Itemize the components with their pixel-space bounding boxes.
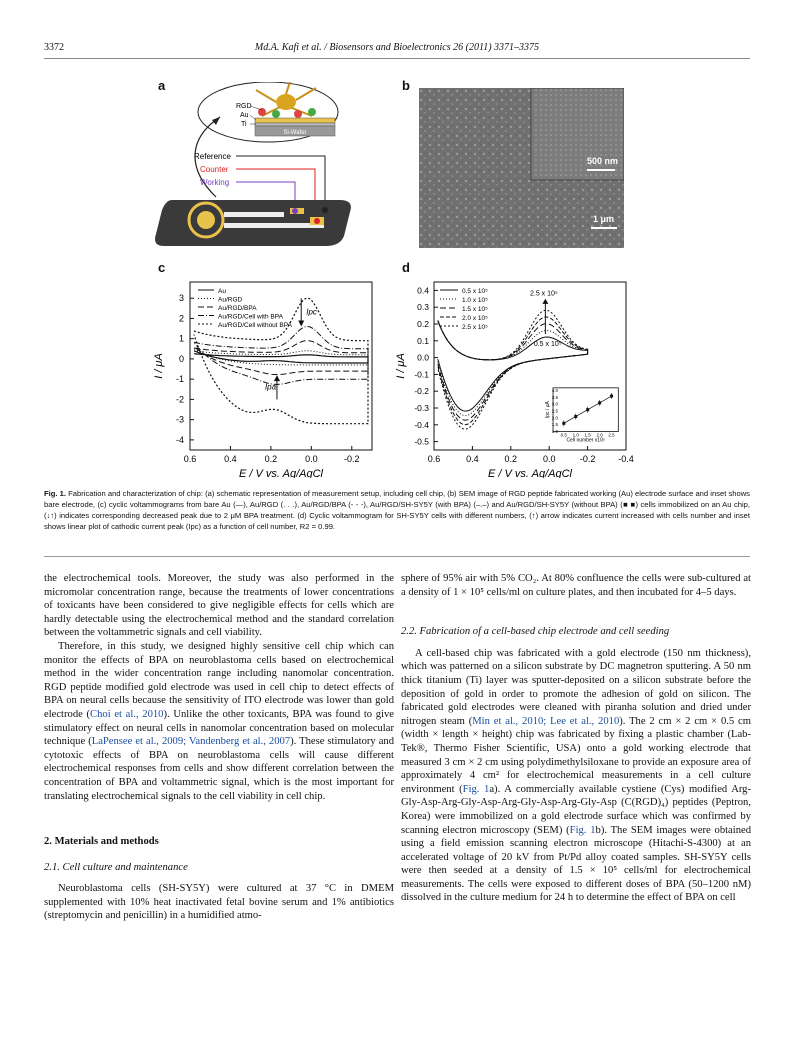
legend-entry: Au/RGD/BPA [218,305,257,312]
x-tick-label: -0.2 [579,454,596,464]
label-counter: Counter [200,165,229,174]
increase-arrowhead [542,299,548,304]
subsection-heading: 2.2. Fabrication of a cell-based chip electrode and cell seeding [401,626,670,638]
legend-entry: 2.5 x 10⁵ [462,324,488,331]
y-tick-label: -4 [175,434,184,445]
inset-x-tick-label: 1.5 [584,432,591,438]
layer-label-ti: Ti [241,121,247,128]
y-tick-label: 0.2 [417,319,429,329]
caption-rule [44,556,750,557]
inset-x-tick-label: 2.0 [596,432,603,438]
main-scale-label: 1 μm [593,214,615,224]
inset-y-tick-label: 1.5 [551,422,559,428]
ipa-label: Ipa [264,382,277,392]
legend-entry: 1.0 x 10⁵ [462,297,488,304]
y-tick-label: 0 [178,353,184,364]
ipa-arrowhead [274,375,280,381]
label-reference: Reference [194,152,231,161]
panel-label-d: d [402,260,410,275]
cell-chip-illustration [155,200,351,246]
y-tick-label: -0.5 [414,436,429,447]
y-tick-label: 0.4 [417,285,429,296]
left-para-1: the electrochemical tools. Moreover, the study was also performed in the micromolar concentration range, because the treatments of lower concentrations of toxicants have been considered to give negligible effects for cells which are hardly detectable using the electrochemical method and the standard correlation between the voltammetric signals and cell viability. [44,573,394,639]
running-header: Md.A. Kafi et al. / Biosensors and Bioelectronics 26 (2011) 3371–3375 [254,42,540,53]
x-tick-label: -0.4 [618,454,634,464]
x-tick-label: 0.2 [504,454,518,464]
panel-label-c: c [158,260,166,275]
y-tick-label: 0.3 [417,302,429,313]
y-tick-label: -0.3 [414,403,429,413]
section-heading: 2. Materials and methods [44,836,159,848]
x-tick-label: 0.6 [183,454,197,464]
x-tick-label: 0.2 [264,454,278,464]
top-curve-label: 2.5 x 10⁵ [530,290,558,298]
inset-y-tick-label: 2.5 [551,408,559,414]
right-para-2: A cell-based chip was fabricated with a gold electrode (150 nm thickness), which was patterned on a silicon substrate by DC magnetron sputtering. A 50 nm thick titanium (Ti) layer was sputter-deposited on a silicon substrate before the deposition of gold in order to promote the adhesion of gold on silicon. The fabricated gold electrodes were cleaned with piranha solution and dried under nitrogen steam (Min et al., 2010; Lee et al., 2010). The 2 cm × 2 cm × 0.5 cm (width × length × height) chip was fabricated by fixing a plastic chamber (Lab-Tek®, Thermo Fisher Scientific, USA) onto a gold working electrode that measured 3 cm × 2 cm using polydimethylsiloxane to provide an exposure area of approximately 4 cm² for electrochemical measurements in a cell culture environment (Fig. 1a). A commercially available cystiene (Cys) modified Arg-Gly-Asp-Arg-Gly-Asp-Arg-Gly-Asp-Arg-Gly-Asp (C(RGD)₄) peptides (Peptron, Korea) were immobilized on a gold electrode surface which was confirmed by scanning electron microscopy (SEM) (Fig. 1b). The SEM images were obtained using a field emission scanning electron microscope (Hitachi-S-4300) at an accelerated voltage of 20 kV from Pt/Pd alloy coated samples. SH-SY5Y cells were then seeded at a density of 1.5 × 10⁵ cells/ml for electrochemical measurements. The cells were exposed to different doses of BPA (50–1200 nM) dissolved in the culture medium for 24 h to determine the effect of BPA on cell [401,647,751,904]
inset-y-tick-label: 3.5 [551,394,559,400]
legend-entry: 2.0 x 10⁵ [462,315,488,322]
ipc-arrowhead [298,320,304,326]
legend-entry: Au/RGD/Cell with BPA [218,313,283,321]
figure-caption [44,488,750,532]
inset-y-tick-label: 1.0 [551,429,559,435]
ti-layer [255,123,335,126]
x-tick-label: 0.4 [224,454,237,464]
cv-series-line [194,351,368,363]
wafer-label: Si-Wafer [283,130,307,136]
layer-label-rgd: RGD [236,103,252,110]
x-tick-label: 0.0 [305,454,318,464]
panel-label-a: a [158,78,166,93]
y-tick-label: -0.1 [414,369,429,380]
sem-texture [419,88,624,248]
y-tick-label: -0.4 [414,419,429,430]
inset-x-label: Cell number x10⁵ [566,437,605,444]
bottom-curve-label: 0.5 x 10⁵ [533,340,562,348]
inset-y-tick-label: 2.0 [551,415,559,421]
y-tick-label: 1 [178,333,184,344]
legend-entry: 1.5 x 10⁵ [462,306,488,313]
cv-series-line [194,341,368,375]
panel-label-b: b [402,78,410,93]
panel-c-chart [150,268,390,478]
figure-link[interactable]: Fig. 1 [462,783,490,795]
x-axis-label: E / V vs. Ag/AgCl [488,468,572,478]
y-tick-label: -3 [175,414,184,425]
inset-y-tick-label: 4.0 [551,388,559,394]
inset-x-tick-label: 1.0 [572,432,579,438]
citation-link[interactable]: LaPensee et al., 2009; Vandenberg et al., 2007 [91,736,291,748]
y-axis-label: I / μA [153,353,165,379]
right-para-1: sphere of 95% air with 5% CO₂. At 80% confluence the cells were sub-cultured at a density of 1 × 10⁵ cells/ml on culture plates, and then incubated for 4–5 days. [401,573,751,598]
x-tick-label: 0.0 [542,454,556,464]
page-number: 3372 [44,42,64,53]
inset-x-tick-label: 0.5 [560,432,567,438]
left-column [44,572,394,923]
citation-link[interactable]: Choi et al., 2010 [90,708,164,720]
ipc-label: Ipc [306,307,317,317]
layer-label-au: Au [240,112,249,119]
au-layer [255,118,335,123]
legend-entry: Au/RGD [218,296,243,304]
y-tick-label: 3 [178,293,184,304]
right-column [401,572,751,905]
y-tick-label: -0.2 [414,386,429,397]
legend-entry: Au/RGD/Cell without BPA [218,322,292,329]
left-para-2: Therefore, in this study, we designed highly sensitive cell chip which can monitor the effects of BPA on neuroblastoma cells based on electrochemical method in the wider concentration range including nanomolar concentration. RGD peptide modified gold electrode was used in cell chip to detect effects of BPA on neural cells because the sensitivity of ITO electrode was lower than gold electrode (Choi et al., 2010). Unlike the other toxicants, BPA was found to give stimulatory effect on neural cells in nanomolar concentration based on molecular technique (LaPensee et al., 2009; Vandenberg et al., 2007). These stimulatory and cytotoxic effects of BPA on neuroblastoma cells will cause different electrochemical responses from cells and show different correlation between the concentration of BPA and voltammetric signal, which is the most important for translating electrochemical signals to the cell viability in cell chip. [44,640,395,802]
inset-y-label: Ipc / μA [545,401,552,419]
y-tick-label: 2 [178,313,184,324]
panel-d-chart [394,268,644,478]
inset-scale-label: 500 nm [587,156,619,166]
y-tick-label: 0.1 [417,335,429,346]
legend-entry: Au [218,288,226,295]
x-axis-label: E / V vs. Ag/AgCl [239,468,323,478]
x-tick-label: 0.4 [466,454,479,464]
legend-entry: 0.5 x 10⁵ [462,288,488,295]
y-tick-label: -1 [175,374,184,385]
sem-inset [531,88,624,180]
label-working: Working [200,178,230,187]
header-rule [44,58,750,59]
left-para-3: Neuroblastoma cells (SH-SY5Y) were cultured at 37 °C in DMEM supplemented with 10% heat inactivated fetal bovine serum and 1% antibiotics (streptomycin and penicillin) in a humidified atmo- [44,883,394,922]
x-tick-label: 0.6 [427,454,441,464]
y-axis-label: I / μA [395,353,407,379]
panel-b-sem-image [419,88,624,248]
citation-link[interactable]: Min et al., 2010; Lee et al., 2010 [472,715,620,727]
inset-y-tick-label: 3.0 [551,401,559,407]
inset-x-tick-label: 2.5 [608,432,615,438]
figure-link[interactable]: Fig. 1 [569,824,596,836]
y-tick-label: 0.0 [417,352,429,363]
caption-text: Fabrication and characterization of chip: (a) schematic representation of measurement setup, including cell chip, (b) SEM image of RGD peptide fabricated working (Au) electrode surface and inset shows bare electrode, (c) cyclic voltammograms from bare Au (—), Au/RGD (. . .), Au/RGD/BPA (- - -), Au/RGD/SH-SY5Y (with BPA) (–.–) and Au/RGD/SH-SY5Y (without BPA) (■ ■) cells immobilized on an Au chip, (↓↑) indicates corresponding decreased peak due to 2 μM BPA treatment. (d) Cyclic voltammogram for SH-SY5Y cells with different numbers, (↑) arrow indicates current increased with cells number and inset shows linear plot of cathodic current peak (Ipc) as a function of cell number, R2 = 0.99. [44,489,750,531]
y-tick-label: -2 [175,394,184,405]
panel-a-schematic [140,82,390,262]
x-tick-label: -0.2 [344,454,360,464]
subsection-heading: 2.1. Cell culture and maintenance [44,861,188,873]
caption-label: Fig. 1. [44,489,66,498]
